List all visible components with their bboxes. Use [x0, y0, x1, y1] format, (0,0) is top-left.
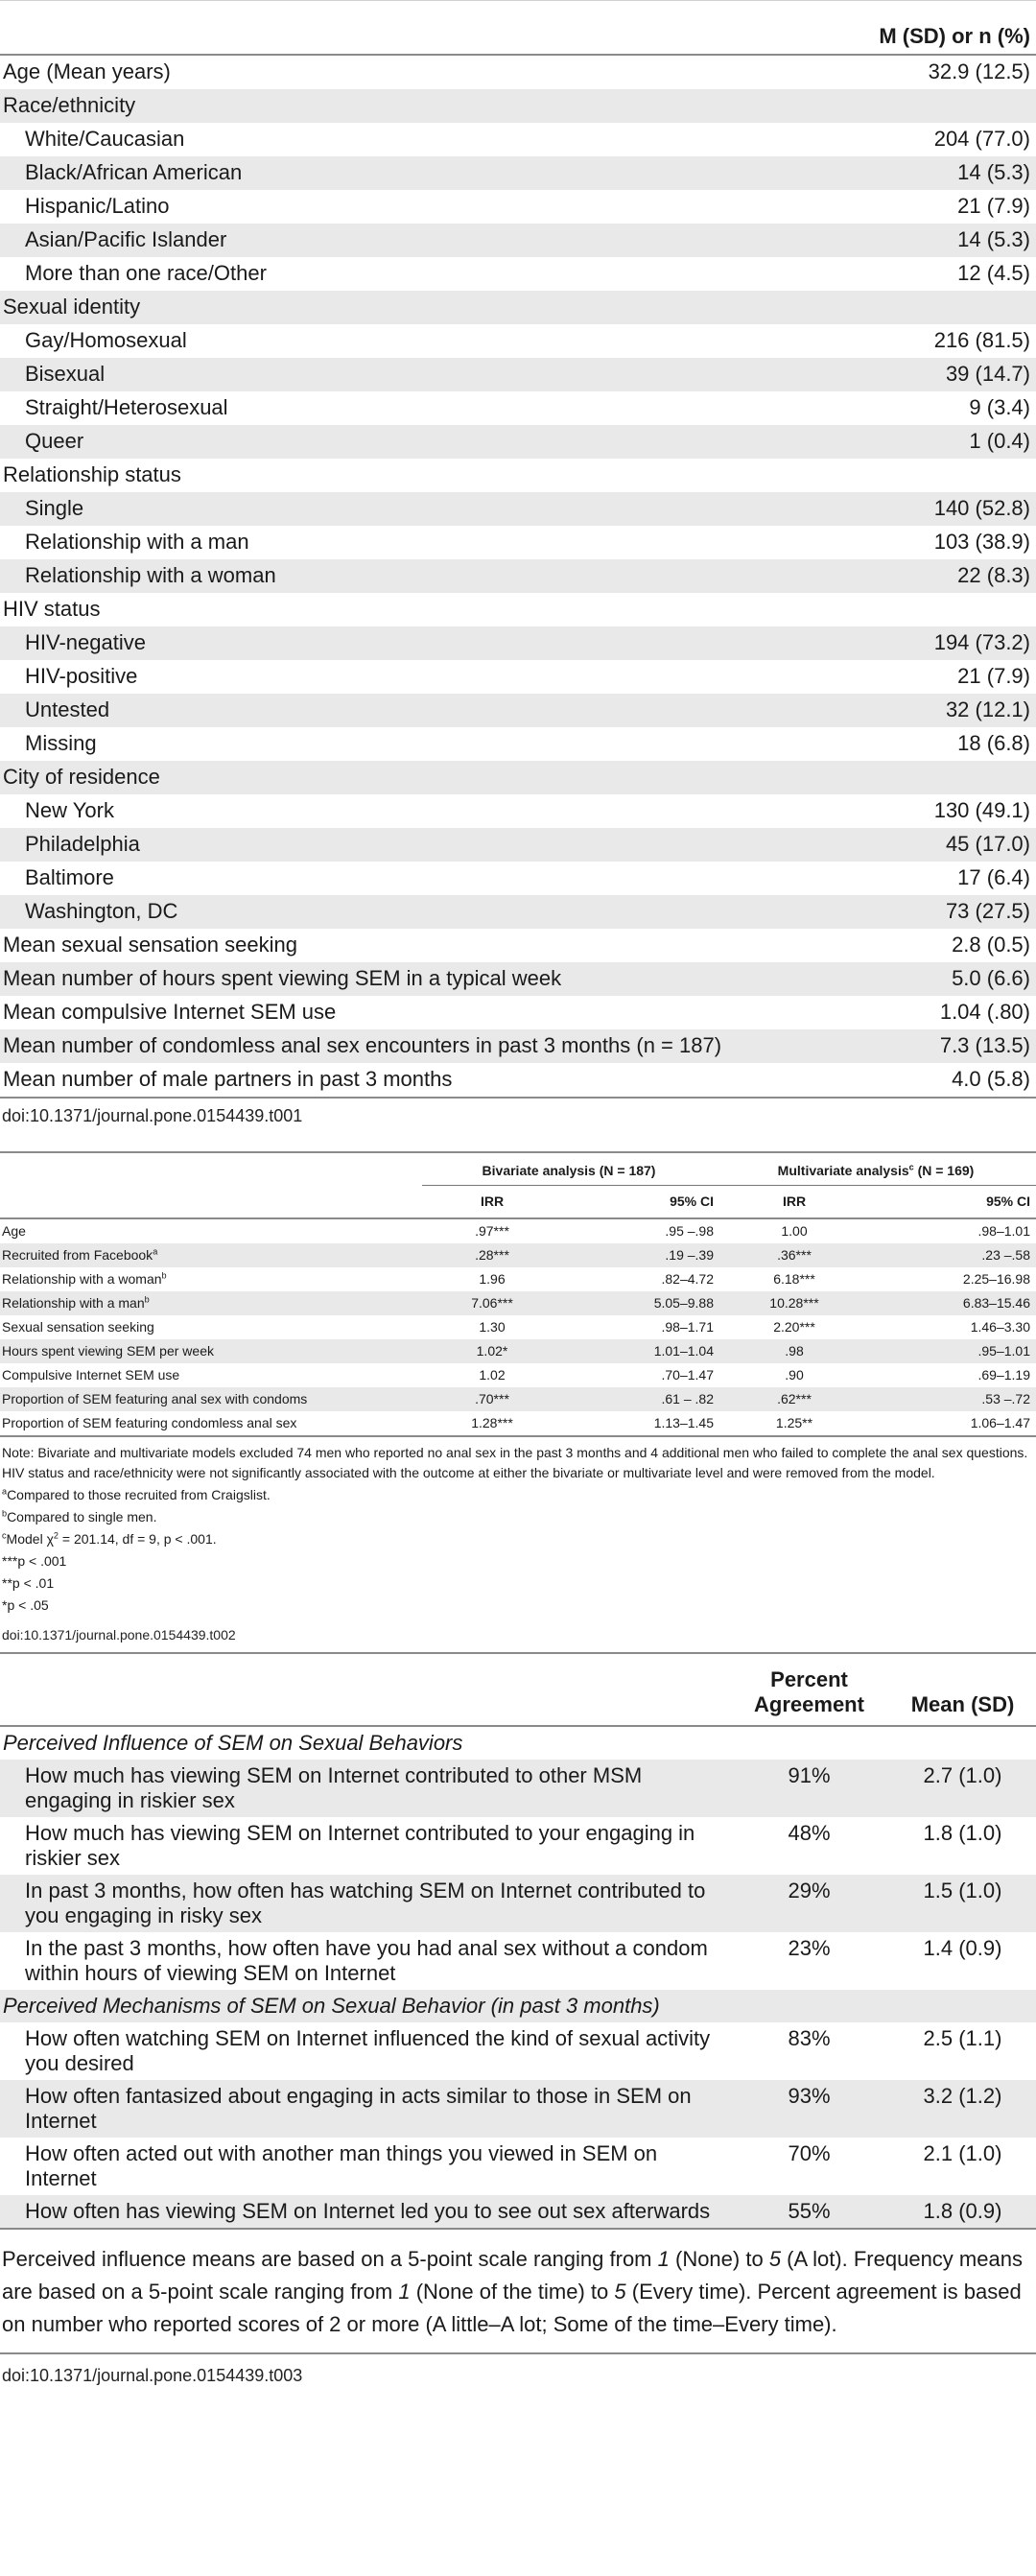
table-row — [0, 1387, 1036, 1411]
table-row — [0, 1363, 1036, 1387]
table-row — [0, 358, 1036, 391]
cell-irr2: 2.20*** — [773, 1319, 815, 1335]
cell-irr1: 7.06*** — [422, 1291, 566, 1315]
percent-cell: 83% — [788, 2026, 831, 2050]
cell-irr1: 1.30 — [479, 1319, 506, 1335]
percent-cell: 70% — [788, 2141, 831, 2165]
table-row — [0, 2022, 1036, 2080]
row-label: Asian/Pacific Islander — [0, 224, 787, 257]
row-value: 22 (8.3) — [787, 559, 1036, 593]
percent-cell: 91% — [729, 1760, 892, 1817]
row-label: Relationship with a man — [25, 530, 249, 554]
percent-cell: 93% — [729, 2080, 892, 2138]
row-value: 130 (49.1) — [933, 798, 1030, 822]
row-value: 7.3 (13.5) — [787, 1029, 1036, 1063]
cell-irr1: .70*** — [422, 1387, 566, 1411]
footnote-a: $^a$Compared to those recruited from Craigslist. — [2, 1486, 271, 1502]
cell-ci1: .82–4.72 — [661, 1271, 714, 1287]
row-label: White/Caucasian — [25, 127, 185, 151]
table-row — [0, 2195, 1036, 2229]
table-row — [0, 626, 1036, 660]
row-value: 14 (5.3) — [787, 224, 1036, 257]
table-row — [0, 559, 1036, 593]
table-row — [0, 2138, 1036, 2195]
cell-ci2: .23 –.58 — [873, 1243, 1036, 1267]
row-value — [787, 459, 1036, 492]
table-row — [0, 1063, 1036, 1098]
percent-cell: 55% — [729, 2195, 892, 2229]
row-label: Washington, DC — [0, 895, 787, 929]
table-row — [0, 962, 1036, 996]
cell-ci1: .70–1.47 — [661, 1367, 714, 1383]
table-row — [0, 526, 1036, 559]
cell-irr1: 1.02* — [422, 1339, 566, 1363]
table-row — [0, 1875, 1036, 1932]
table-row — [0, 929, 1036, 962]
row-label: HIV-positive — [25, 664, 138, 688]
table-row — [0, 593, 1036, 626]
cell-ci1: 1.13–1.45 — [566, 1411, 719, 1436]
question-label: How often has viewing SEM on Internet led you to see out sex afterwards — [0, 2195, 729, 2229]
cell-ci2: 2.25–16.98 — [962, 1271, 1030, 1287]
row-value: 4.0 (5.8) — [787, 1063, 1036, 1098]
table-row — [0, 291, 1036, 324]
row-label: HIV-negative — [0, 626, 787, 660]
table-row — [0, 2080, 1036, 2138]
row-value: 73 (27.5) — [787, 895, 1036, 929]
table-row — [0, 55, 1036, 89]
table-1-header-value: M (SD) or n (%) — [787, 1, 1036, 56]
question-label: In past 3 months, how often has watching SEM on Internet contributed to you engaging in risky sex — [0, 1875, 729, 1932]
mean-cell: 1.4 (0.9) — [923, 1936, 1002, 1960]
row-label: More than one race/Other — [25, 261, 267, 285]
table-row — [0, 794, 1036, 828]
row-label: Mean sexual sensation seeking — [3, 933, 297, 957]
cell-ci2: 1.06–1.47 — [873, 1411, 1036, 1436]
footnote-p1: ***p < .001 — [2, 1553, 67, 1569]
table-row — [0, 391, 1036, 425]
mean-cell: 3.2 (1.2) — [892, 2080, 1036, 2138]
table-2-note: Note: Bivariate and multivariate models excluded 74 men who reported no anal sex in the past 3 months and 4 additional men who failed to complete the anal sex questions. HIV status and race/ethnicity were not significantly associated with the outcome at either the bivariate or multivariate level and were removed from the model. — [2, 1445, 1028, 1480]
row-label: Compulsive Internet SEM use — [2, 1367, 180, 1383]
cell-ci1: .98–1.71 — [661, 1319, 714, 1335]
row-label: HIV status — [3, 597, 101, 621]
table-row — [0, 660, 1036, 694]
cell-irr1: 1.96 — [479, 1271, 506, 1287]
table-row — [0, 459, 1036, 492]
row-label: Age — [2, 1223, 26, 1239]
table-2-block — [0, 1151, 1036, 1654]
row-value: 21 (7.9) — [957, 664, 1030, 688]
row-label: Relationship with a woman — [0, 559, 787, 593]
cell-irr1: .28*** — [422, 1243, 566, 1267]
row-label: Mean compulsive Internet SEM use — [3, 1000, 337, 1024]
table-row — [0, 89, 1036, 123]
question-label: In the past 3 months, how often have you had anal sex without a condom within hours of viewing SEM on Internet — [25, 1936, 708, 1985]
table-3-block — [0, 1662, 1036, 2398]
cell-irr1: 1.02 — [479, 1367, 506, 1383]
cell-ci2: .69–1.19 — [977, 1367, 1030, 1383]
row-value: 32.9 (12.5) — [928, 59, 1030, 83]
cell-ci2: 6.83–15.46 — [873, 1291, 1036, 1315]
mean-cell: 2.5 (1.1) — [923, 2026, 1002, 2050]
section-row — [0, 1726, 1036, 1760]
row-label: Hours spent viewing SEM per week — [0, 1339, 422, 1363]
row-value: 39 (14.7) — [787, 358, 1036, 391]
row-label: Black/African American — [0, 156, 787, 190]
row-label: Proportion of SEM featuring condomless anal sex — [0, 1411, 422, 1436]
cell-irr1: .97*** — [475, 1223, 509, 1239]
table-row — [0, 1218, 1036, 1243]
table-2-doi[interactable]: doi:10.1371/journal.pone.0154439.t002 — [0, 1618, 1036, 1654]
footnote-p3: *p < .05 — [2, 1597, 49, 1613]
percent-cell: 29% — [729, 1875, 892, 1932]
table-2-corner — [0, 1152, 422, 1186]
cell-irr2: 6.18*** — [773, 1271, 815, 1287]
row-value — [787, 761, 1036, 794]
row-label: Single — [0, 492, 787, 526]
table-row — [0, 1932, 1036, 1990]
row-value: 204 (77.0) — [933, 127, 1030, 151]
row-value: 12 (4.5) — [957, 261, 1030, 285]
mean-cell: 1.8 (0.9) — [892, 2195, 1036, 2229]
table-row — [0, 1029, 1036, 1063]
row-value: 1 (0.4) — [787, 425, 1036, 459]
cell-irr2: 10.28*** — [719, 1291, 873, 1315]
question-label: How often watching SEM on Internet influenced the kind of sexual activity you desired — [25, 2026, 711, 2075]
table-row — [0, 1267, 1036, 1291]
regression-table — [0, 1151, 1036, 1437]
row-value: 216 (81.5) — [933, 328, 1030, 352]
row-value: 21 (7.9) — [957, 194, 1030, 218]
table-row — [0, 1339, 1036, 1363]
row-label: Relationship with a man$^b$ — [0, 1291, 422, 1315]
row-value: 103 (38.9) — [933, 530, 1030, 554]
row-value: 194 (73.2) — [787, 626, 1036, 660]
row-value: 5.0 (6.6) — [787, 962, 1036, 996]
question-label: How often acted out with another man things you viewed in SEM on Internet — [25, 2141, 658, 2190]
cell-ci1: 5.05–9.88 — [566, 1291, 719, 1315]
question-label: How often fantasized about engaging in acts similar to those in SEM on Internet — [0, 2080, 729, 2138]
percent-cell: 23% — [788, 1936, 831, 1960]
row-value: 45 (17.0) — [787, 828, 1036, 862]
table-row — [0, 190, 1036, 224]
row-value: 18 (6.8) — [957, 731, 1030, 755]
row-label: New York — [25, 798, 114, 822]
section-row — [0, 1990, 1036, 2022]
cell-ci1: .61 – .82 — [566, 1387, 719, 1411]
row-label: Sexual identity — [0, 291, 787, 324]
cell-irr2: .36*** — [719, 1243, 873, 1267]
row-label: City of residence — [0, 761, 787, 794]
cell-irr2: .90 — [785, 1367, 804, 1383]
cell-ci2: .98–1.01 — [977, 1223, 1030, 1239]
table-row — [0, 1411, 1036, 1436]
cell-ci2: 1.46–3.30 — [970, 1319, 1030, 1335]
multivariate-header: Multivariate analysis$^c$ (N = 169) — [719, 1152, 1036, 1186]
section-label: Perceived Mechanisms of SEM on Sexual Behavior (in past 3 months) — [0, 1990, 1036, 2022]
row-label: Sexual sensation seeking — [2, 1319, 154, 1335]
table-row — [0, 1315, 1036, 1339]
cell-irr2: .62*** — [719, 1387, 873, 1411]
percent-cell: 48% — [788, 1821, 831, 1845]
table-2-notes — [0, 1437, 1036, 1616]
cell-ci1: .19 –.39 — [566, 1243, 719, 1267]
cell-ci2: .53 –.72 — [873, 1387, 1036, 1411]
ci-header: 95% CI — [566, 1186, 719, 1219]
table-2-body — [0, 1218, 1036, 1436]
mean-cell: 1.8 (1.0) — [923, 1821, 1002, 1845]
table-row — [0, 1760, 1036, 1817]
row-label: Relationship with a woman$^b$ — [2, 1270, 167, 1287]
row-value — [787, 291, 1036, 324]
row-label: Mean number of hours spent viewing SEM in a typical week — [0, 962, 787, 996]
cell-ci2: .95–1.01 — [873, 1339, 1036, 1363]
row-value: 140 (52.8) — [787, 492, 1036, 526]
table-row — [0, 996, 1036, 1029]
row-label: Baltimore — [25, 865, 114, 889]
table-row — [0, 492, 1036, 526]
row-label: Proportion of SEM featuring anal sex with condoms — [0, 1387, 422, 1411]
row-label: Hispanic/Latino — [25, 194, 170, 218]
row-label: Bisexual — [0, 358, 787, 391]
cell-ci1: .95 –.98 — [665, 1223, 714, 1239]
mean-sd-header: Mean (SD) — [892, 1662, 1036, 1726]
question-label: How much has viewing SEM on Internet contributed to your engaging in riskier sex — [25, 1821, 695, 1870]
bivariate-header: Bivariate analysis (N = 187) — [422, 1152, 719, 1186]
table-1-doi[interactable]: doi:10.1371/journal.pone.0154439.t001 — [2, 1106, 303, 1125]
cell-irr2: 1.00 — [781, 1223, 808, 1239]
table-row — [0, 1817, 1036, 1875]
table-1-block — [0, 0, 1036, 1134]
mean-cell: 1.5 (1.0) — [892, 1875, 1036, 1932]
table-1-body — [0, 55, 1036, 1098]
mean-cell: 2.7 (1.0) — [892, 1760, 1036, 1817]
table-3-corner — [0, 1662, 729, 1726]
row-label: Untested — [0, 694, 787, 727]
table-row — [0, 1243, 1036, 1267]
row-label: Mean number of male partners in past 3 months — [0, 1063, 787, 1098]
row-label: Philadelphia — [0, 828, 787, 862]
table-3-body — [0, 1726, 1036, 2229]
row-label: Queer — [0, 425, 787, 459]
table-row — [0, 895, 1036, 929]
table-row — [0, 257, 1036, 291]
question-label: How much has viewing SEM on Internet contributed to other MSM engaging in riskier sex — [0, 1760, 729, 1817]
cell-irr2: 1.25** — [719, 1411, 873, 1436]
table-row — [0, 123, 1036, 156]
footnote-p2: **p < .01 — [2, 1575, 55, 1591]
row-value: 14 (5.3) — [787, 156, 1036, 190]
irr-header: IRR — [422, 1186, 566, 1219]
table-3-doi[interactable]: doi:10.1371/journal.pone.0154439.t003 — [2, 2366, 303, 2385]
demographics-table — [0, 0, 1036, 1099]
table-row — [0, 694, 1036, 727]
ci-header-2: 95% CI — [873, 1186, 1036, 1219]
row-label: Age (Mean years) — [3, 59, 171, 83]
mean-cell: 2.1 (1.0) — [923, 2141, 1002, 2165]
table-row — [0, 425, 1036, 459]
footnote-c: $^c$Model $\chi^2 = 201.14$, df = 9, p < .001. — [2, 1530, 217, 1547]
section-label: Perceived Influence of SEM on Sexual Behaviors — [3, 1731, 463, 1755]
row-value: 32 (12.1) — [787, 694, 1036, 727]
perceived-influence-table — [0, 1662, 1036, 2230]
row-value: 9 (3.4) — [969, 395, 1030, 419]
footnote-b: $^b$Compared to single men. — [2, 1508, 157, 1524]
table-row — [0, 828, 1036, 862]
row-label: Mean number of condomless anal sex encounters in past 3 months (n = 187) — [0, 1029, 787, 1063]
table-row — [0, 324, 1036, 358]
table-row — [0, 862, 1036, 895]
irr-header-2: IRR — [719, 1186, 873, 1219]
table-1-corner — [0, 1, 787, 56]
row-value: 1.04 (.80) — [939, 1000, 1030, 1024]
row-label: Recruited from Facebook$^a$ — [0, 1243, 422, 1267]
row-value — [787, 89, 1036, 123]
row-label: Race/ethnicity — [0, 89, 787, 123]
row-label: Straight/Heterosexual — [25, 395, 228, 419]
table-row — [0, 1291, 1036, 1315]
row-label: Relationship status — [3, 462, 181, 486]
cell-irr1: 1.28*** — [422, 1411, 566, 1436]
table-row — [0, 727, 1036, 761]
percent-agreement-header: Percent Agreement — [729, 1662, 892, 1726]
cell-irr2: .98 — [719, 1339, 873, 1363]
table-row — [0, 761, 1036, 794]
row-label: Gay/Homosexual — [25, 328, 187, 352]
table-row — [0, 224, 1036, 257]
row-value: 17 (6.4) — [957, 865, 1030, 889]
table-3-note: Perceived influence means are based on a 5-point scale ranging from 1 (None) to 5 (A lot). Frequency means are based on a 5-point scale ranging from 1 (None of the time) to 5 (Every time). Percent agreement is based on number who reported scores of 2 or more (A little–A lot; Some of the time–Every time). — [0, 2230, 1036, 2354]
row-label: Missing — [25, 731, 97, 755]
cell-ci1: 1.01–1.04 — [566, 1339, 719, 1363]
row-value — [787, 593, 1036, 626]
row-value: 2.8 (0.5) — [952, 933, 1030, 957]
table-row — [0, 156, 1036, 190]
